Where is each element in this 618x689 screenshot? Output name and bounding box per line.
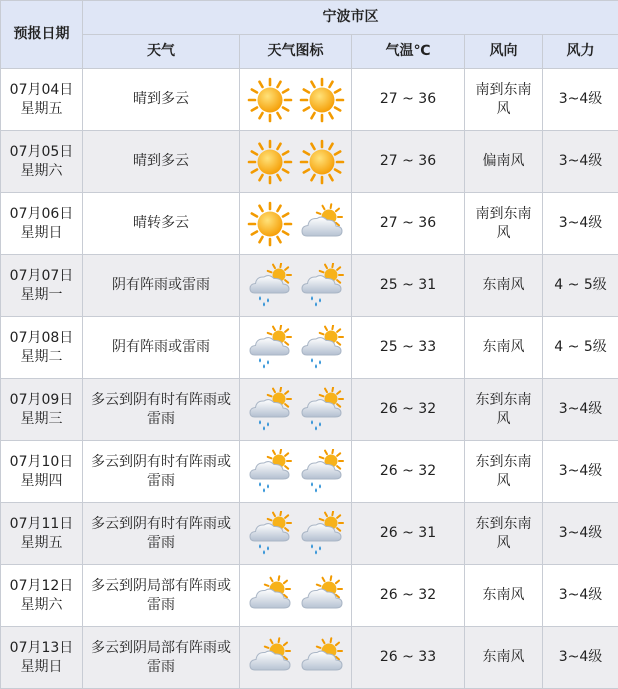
sunny-icon: [247, 201, 293, 247]
wind-direction-cell: 东到东南风: [465, 379, 543, 441]
table-row: [1, 131, 618, 193]
wind-force-cell: 3~4级: [543, 441, 618, 503]
date-cell: [1, 503, 83, 565]
date-label: 07月06日: [1, 205, 82, 224]
weekday-label: 星期一: [1, 286, 82, 305]
wind-force-cell: 3~4级: [543, 193, 618, 255]
temperature-cell: 26 ~ 32: [352, 379, 465, 441]
temperature-cell: 27 ~ 36: [352, 131, 465, 193]
weekday-label: 星期四: [1, 472, 82, 491]
table-row: [1, 69, 618, 131]
wind-force-cell: 4 ~ 5级: [543, 255, 618, 317]
table-row: [1, 193, 618, 255]
wind-force-cell: 3~4级: [543, 69, 618, 131]
date-cell: [1, 255, 83, 317]
weather-icon-cell: [240, 441, 352, 503]
weather-cell: 晴到多云: [83, 131, 240, 193]
shower-icon: [299, 325, 345, 371]
temperature-cell: 25 ~ 33: [352, 317, 465, 379]
weather-icon-column-header: 天气图标: [240, 35, 352, 69]
weather-cell: 多云到阴局部有阵雨或雷雨: [83, 627, 240, 689]
weather-cell: 阴有阵雨或雷雨: [83, 317, 240, 379]
sunny-icon: [247, 139, 293, 185]
temperature-column-header: 气温℃: [352, 35, 465, 69]
weekday-label: 星期五: [1, 100, 82, 119]
cloudy-icon: [299, 201, 345, 247]
date-label: 07月11日: [1, 515, 82, 534]
cloudy-icon: [299, 573, 345, 619]
wind-direction-cell: 南到东南风: [465, 193, 543, 255]
weather-icon-cell: [240, 255, 352, 317]
sunny-icon: [299, 139, 345, 185]
shower-icon: [247, 449, 293, 495]
weekday-label: 星期日: [1, 658, 82, 677]
temperature-cell: 26 ~ 32: [352, 441, 465, 503]
weather-cell: 多云到阴有时有阵雨或雷雨: [83, 441, 240, 503]
shower-icon: [299, 449, 345, 495]
wind-direction-cell: 东南风: [465, 627, 543, 689]
shower-icon: [247, 325, 293, 371]
date-label: 07月12日: [1, 577, 82, 596]
shower-icon: [247, 263, 293, 309]
weather-icon-cell: [240, 193, 352, 255]
table-row: [1, 379, 618, 441]
cloudy-icon: [247, 635, 293, 681]
wind-direction-column-header: 风向: [465, 35, 543, 69]
wind-force-cell: 3~4级: [543, 131, 618, 193]
weather-icon-cell: [240, 503, 352, 565]
wind-force-cell: 3~4级: [543, 627, 618, 689]
wind-direction-cell: 东南风: [465, 255, 543, 317]
date-cell: [1, 193, 83, 255]
sunny-icon: [299, 77, 345, 123]
wind-direction-cell: 东南风: [465, 565, 543, 627]
date-cell: [1, 69, 83, 131]
weather-cell: 晴转多云: [83, 193, 240, 255]
cloudy-icon: [247, 573, 293, 619]
date-label: 07月08日: [1, 329, 82, 348]
wind-direction-cell: 南到东南风: [465, 69, 543, 131]
table-row: [1, 565, 618, 627]
wind-force-column-header: 风力: [543, 35, 618, 69]
weather-icon-cell: [240, 627, 352, 689]
shower-icon: [299, 387, 345, 433]
weather-icon-cell: [240, 69, 352, 131]
weather-column-header: 天气: [83, 35, 240, 69]
weather-cell: 多云到阴局部有阵雨或雷雨: [83, 565, 240, 627]
weather-cell: 晴到多云: [83, 69, 240, 131]
temperature-cell: 26 ~ 33: [352, 627, 465, 689]
weather-cell: 阴有阵雨或雷雨: [83, 255, 240, 317]
table-row: [1, 255, 618, 317]
weather-cell: 多云到阴有时有阵雨或雷雨: [83, 379, 240, 441]
wind-force-cell: 3~4级: [543, 565, 618, 627]
date-cell: [1, 627, 83, 689]
date-cell: [1, 379, 83, 441]
table-row: [1, 627, 618, 689]
date-label: 07月07日: [1, 267, 82, 286]
date-cell: [1, 317, 83, 379]
weather-icon-cell: [240, 565, 352, 627]
date-label: 07月13日: [1, 639, 82, 658]
temperature-cell: 25 ~ 31: [352, 255, 465, 317]
table-row: [1, 503, 618, 565]
temperature-cell: 27 ~ 36: [352, 193, 465, 255]
date-cell: [1, 441, 83, 503]
date-cell: [1, 131, 83, 193]
region-header: 宁波市区: [83, 1, 618, 35]
weekday-label: 星期五: [1, 534, 82, 553]
temperature-cell: 27 ~ 36: [352, 69, 465, 131]
cloudy-icon: [299, 635, 345, 681]
date-label: 07月05日: [1, 143, 82, 162]
wind-direction-cell: 偏南风: [465, 131, 543, 193]
weekday-label: 星期日: [1, 224, 82, 243]
shower-icon: [247, 511, 293, 557]
date-cell: [1, 565, 83, 627]
date-label: 07月09日: [1, 391, 82, 410]
temperature-cell: 26 ~ 32: [352, 565, 465, 627]
table-row: [1, 317, 618, 379]
shower-icon: [299, 263, 345, 309]
weekday-label: 星期六: [1, 162, 82, 181]
weekday-label: 星期二: [1, 348, 82, 367]
weekday-label: 星期六: [1, 596, 82, 615]
weather-icon-cell: [240, 317, 352, 379]
shower-icon: [299, 511, 345, 557]
date-label: 07月10日: [1, 453, 82, 472]
wind-force-cell: 3~4级: [543, 503, 618, 565]
wind-direction-cell: 东南风: [465, 317, 543, 379]
weather-icon-cell: [240, 379, 352, 441]
weather-cell: 多云到阴有时有阵雨或雷雨: [83, 503, 240, 565]
wind-direction-cell: 东到东南风: [465, 441, 543, 503]
forecast-body: [1, 69, 618, 689]
weekday-label: 星期三: [1, 410, 82, 429]
wind-direction-cell: 东到东南风: [465, 503, 543, 565]
wind-force-cell: 4 ~ 5级: [543, 317, 618, 379]
shower-icon: [247, 387, 293, 433]
wind-force-cell: 3~4级: [543, 379, 618, 441]
weather-icon-cell: [240, 131, 352, 193]
sunny-icon: [247, 77, 293, 123]
date-label: 07月04日: [1, 81, 82, 100]
temperature-cell: 26 ~ 31: [352, 503, 465, 565]
table-row: [1, 441, 618, 503]
date-column-header: 预报日期: [1, 1, 83, 69]
